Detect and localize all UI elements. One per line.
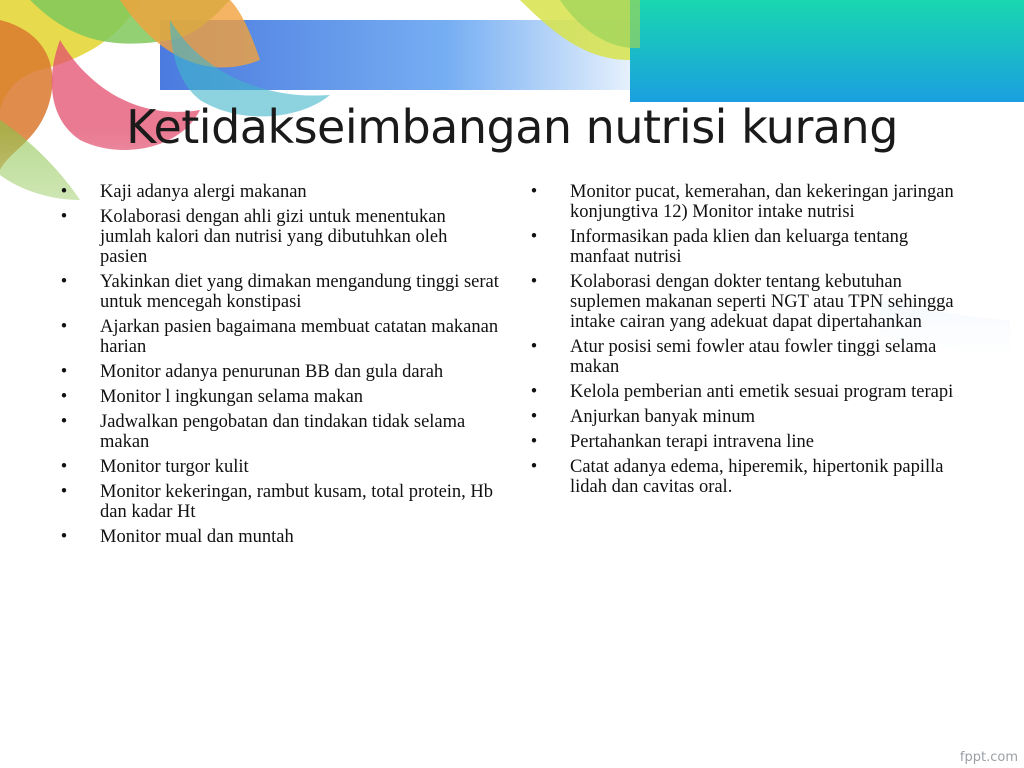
bullet-icon: • (60, 527, 68, 547)
list-item: • Informasikan pada klien dan keluarga tentang manfaat nutrisi (530, 227, 909, 267)
bullet-icon: • (60, 457, 68, 477)
list-item: • Kolaborasi dengan dokter tentang kebutuhan suplemen makanan seperti NGT atau TPN sehingga intake cairan yang adekuat dapat dipertahankan (530, 272, 954, 332)
list-item: • Kolaborasi dengan ahli gizi untuk menentukan jumlah kalori dan nutrisi yang dibutuhkan oleh pasien (60, 207, 448, 267)
list-item: • Pertahankan terapi intravena line (530, 432, 814, 452)
list-item: • Kaji adanya alergi makanan (60, 182, 307, 202)
list-item: • Yakinkan diet yang dimakan mengandung tinggi serat untuk mencegah konstipasi (60, 272, 499, 312)
bullet-icon: • (530, 227, 538, 247)
list-item: • Catat adanya edema, hiperemik, hipertonik papilla lidah dan cavitas oral. (530, 457, 944, 497)
bullet-icon: • (530, 337, 538, 357)
bullet-icon: • (60, 387, 68, 407)
bullet-icon: • (60, 272, 68, 292)
list-item: • Monitor l ingkungan selama makan (60, 387, 364, 407)
slide-title: Ketidakseimbangan nutrisi kurang (126, 100, 898, 154)
bullet-icon: • (530, 272, 538, 292)
right-bullet-list (529, 182, 969, 502)
bullet-icon: • (530, 432, 538, 452)
bullet-icon: • (60, 207, 68, 227)
bullet-icon: • (530, 182, 538, 202)
bullet-icon: • (60, 482, 68, 502)
teal-corner-box (630, 0, 1024, 102)
bullet-icon: • (530, 457, 538, 477)
list-item: • Atur posisi semi fowler atau fowler tinggi selama makan (530, 337, 937, 377)
list-item: • Monitor pucat, kemerahan, dan kekeringan jaringan konjungtiva 12) Monitor intake nutrisi (530, 182, 954, 222)
list-item: • Monitor turgor kulit (60, 457, 249, 477)
bullet-icon: • (530, 407, 538, 427)
bullet-icon: • (60, 362, 68, 382)
list-item: • Monitor adanya penurunan BB dan gula darah (60, 362, 444, 382)
list-item: • Anjurkan banyak minum (530, 407, 755, 427)
left-bullet-list (59, 182, 499, 552)
bullet-icon: • (60, 317, 68, 337)
list-item: • Monitor mual dan muntah (60, 527, 294, 547)
list-item: • Monitor kekeringan, rambut kusam, total protein, Hb dan kadar Ht (60, 482, 494, 522)
list-item: • Kelola pemberian anti emetik sesuai program terapi (530, 382, 954, 402)
bullet-icon: • (530, 382, 538, 402)
bullet-icon: • (60, 182, 68, 202)
watermark-text: fppt.com (959, 750, 1018, 765)
list-item: • Jadwalkan pengobatan dan tindakan tidak selama makan (60, 412, 466, 452)
list-item: • Ajarkan pasien bagaimana membuat catatan makanan harian (60, 317, 499, 357)
bullet-icon: • (60, 412, 68, 432)
